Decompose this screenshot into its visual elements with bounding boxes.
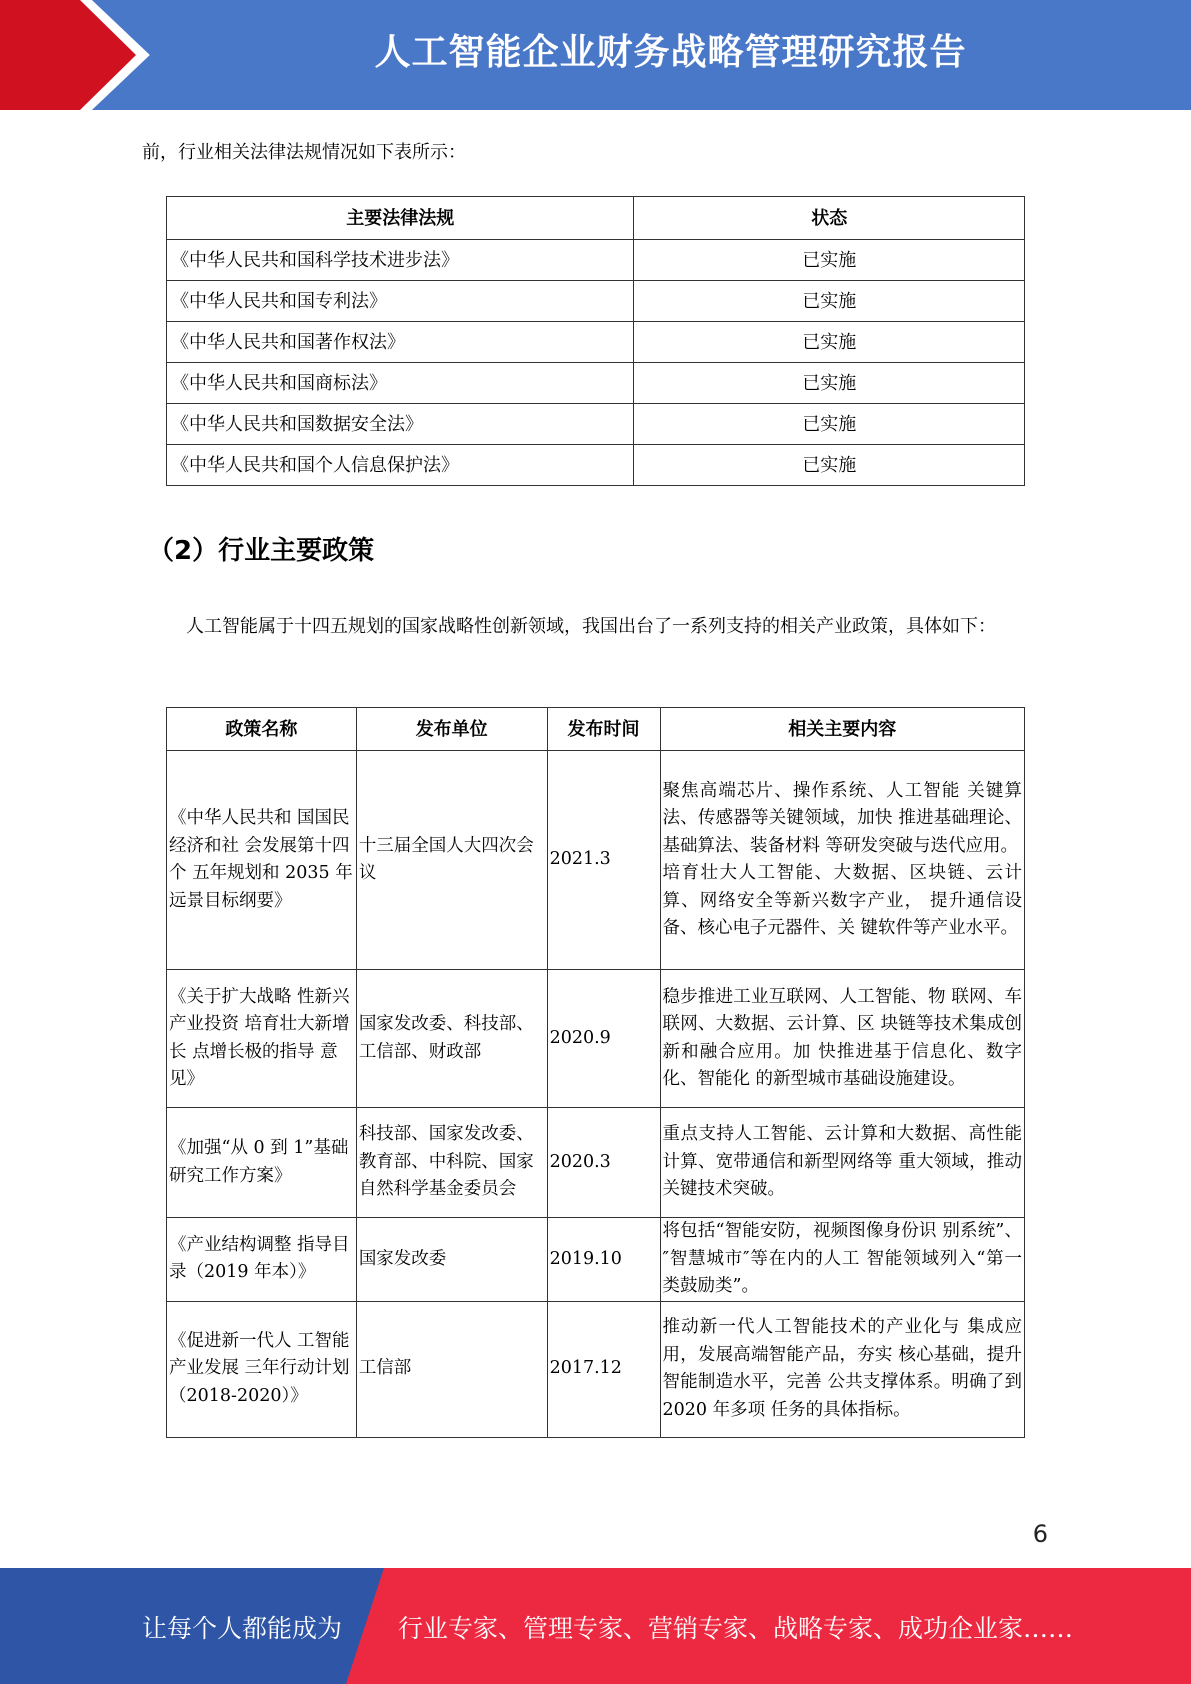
law-status: 已实施 <box>634 404 1025 445</box>
table-row <box>167 281 1025 322</box>
column-header: 政策名称 <box>167 708 357 751</box>
policy-content: 将包括“智能安防，视频图像身份识 别系统”、″智慧城市″等在内的人工 智能领域列入“第一类鼓励类”。 <box>660 1218 1025 1302</box>
table-row <box>167 404 1025 445</box>
column-header: 发布时间 <box>547 708 660 751</box>
column-header: 相关主要内容 <box>660 708 1025 751</box>
law-name: 《中华人民共和国商标法》 <box>167 363 634 404</box>
policy-name: 《加强“从 0 到 1”基础研究工作方案》 <box>167 1108 357 1218</box>
law-status: 已实施 <box>634 322 1025 363</box>
body-paragraph: 人工智能属于十四五规划的国家战略性创新领域，我国出台了一系列支持的相关产业政策，具体如下： <box>186 616 996 637</box>
law-name: 《中华人民共和国著作权法》 <box>167 322 634 363</box>
policy-content: 稳步推进工业互联网、人工智能、物 联网、车联网、大数据、云计算、区 块链等技术集成创新和融合应用。加 快推进基于信息化、数字化、智能化 的新型城市基础设施建设。 <box>660 970 1025 1108</box>
policy-name: 《产业结构调整 指导目录（2019 年本）》 <box>167 1218 357 1302</box>
policy-content: 推动新一代人工智能技术的产业化与 集成应用，发展高端智能产品，夯实 核心基础，提升智能制造水平，完善 公共支撑体系。明确了到 2020 年多项 任务的具体指标。 <box>660 1301 1025 1437</box>
laws-table <box>166 196 1025 486</box>
table-header-row <box>167 708 1025 751</box>
footer-slogan-left: 让每个人都能成为 <box>142 1614 343 1643</box>
table-row <box>167 240 1025 281</box>
table-row <box>167 322 1025 363</box>
law-name: 《中华人民共和国科学技术进步法》 <box>167 240 634 281</box>
table-row <box>167 970 1025 1108</box>
policy-content: 聚焦高端芯片、操作系统、人工智能 关键算法、传感器等关键领域，加快 推进基础理论、基础算法、装备材料 等研发突破与迭代应用。 培育壮大人工智能、大数据、区块链、云计算、网络安全等新兴数字产业， 提升通信设备、核心电子元器件、关 键软件等产业水平。 <box>660 751 1025 970</box>
law-status: 已实施 <box>634 363 1025 404</box>
column-header: 状态 <box>634 197 1025 240</box>
policy-unit: 国家发改委 <box>356 1218 547 1302</box>
footer-slogan-right: 行业专家、管理专家、营销专家、战略专家、成功企业家…… <box>398 1614 1074 1643</box>
law-name: 《中华人民共和国数据安全法》 <box>167 404 634 445</box>
intro-text: 前，行业相关法律法规情况如下表所示： <box>142 142 466 163</box>
policy-unit: 十三届全国人大四次会议 <box>356 751 547 970</box>
policy-unit: 科技部、国家发改委、教育部、中科院、国家自然科学基金委员会 <box>356 1108 547 1218</box>
policy-date: 2019.10 <box>547 1218 660 1302</box>
page-footer <box>0 1568 1191 1684</box>
header-arrow-decoration <box>0 0 150 110</box>
policy-date: 2021.3 <box>547 751 660 970</box>
column-header: 发布单位 <box>356 708 547 751</box>
policy-name: 《中华人民共和 国国民经济和社 会发展第十四个 五年规划和 2035 年远景目标纲要》 <box>167 751 357 970</box>
table-row <box>167 751 1025 970</box>
law-name: 《中华人民共和国专利法》 <box>167 281 634 322</box>
policy-content: 重点支持人工智能、云计算和大数据、高性能计算、宽带通信和新型网络等 重大领域，推动关键技术突破。 <box>660 1108 1025 1218</box>
table-row <box>167 1218 1025 1302</box>
table-row <box>167 363 1025 404</box>
policy-date: 2017.12 <box>547 1301 660 1437</box>
report-title: 人工智能企业财务战略管理研究报告 <box>374 32 967 73</box>
table-row <box>167 1301 1025 1437</box>
policy-date: 2020.3 <box>547 1108 660 1218</box>
policy-name: 《关于扩大战略 性新兴产业投资 培育壮大新增长 点增长极的指导 意见》 <box>167 970 357 1108</box>
law-status: 已实施 <box>634 445 1025 486</box>
law-status: 已实施 <box>634 240 1025 281</box>
policy-unit: 工信部 <box>356 1301 547 1437</box>
policy-unit: 国家发改委、科技部、工信部、财政部 <box>356 970 547 1108</box>
page-number: 6 <box>1032 1520 1048 1548</box>
table-row <box>167 1108 1025 1218</box>
table-header-row <box>167 197 1025 240</box>
policy-date: 2020.9 <box>547 970 660 1108</box>
section-heading: （2）行业主要政策 <box>148 536 375 566</box>
law-name: 《中华人民共和国个人信息保护法》 <box>167 445 634 486</box>
column-header: 主要法律法规 <box>167 197 634 240</box>
page-header <box>0 0 1191 110</box>
table-row <box>167 445 1025 486</box>
policy-name: 《促进新一代人 工智能产业发展 三年行动计划（2018-2020）》 <box>167 1301 357 1437</box>
law-status: 已实施 <box>634 281 1025 322</box>
policy-table <box>166 707 1025 1438</box>
